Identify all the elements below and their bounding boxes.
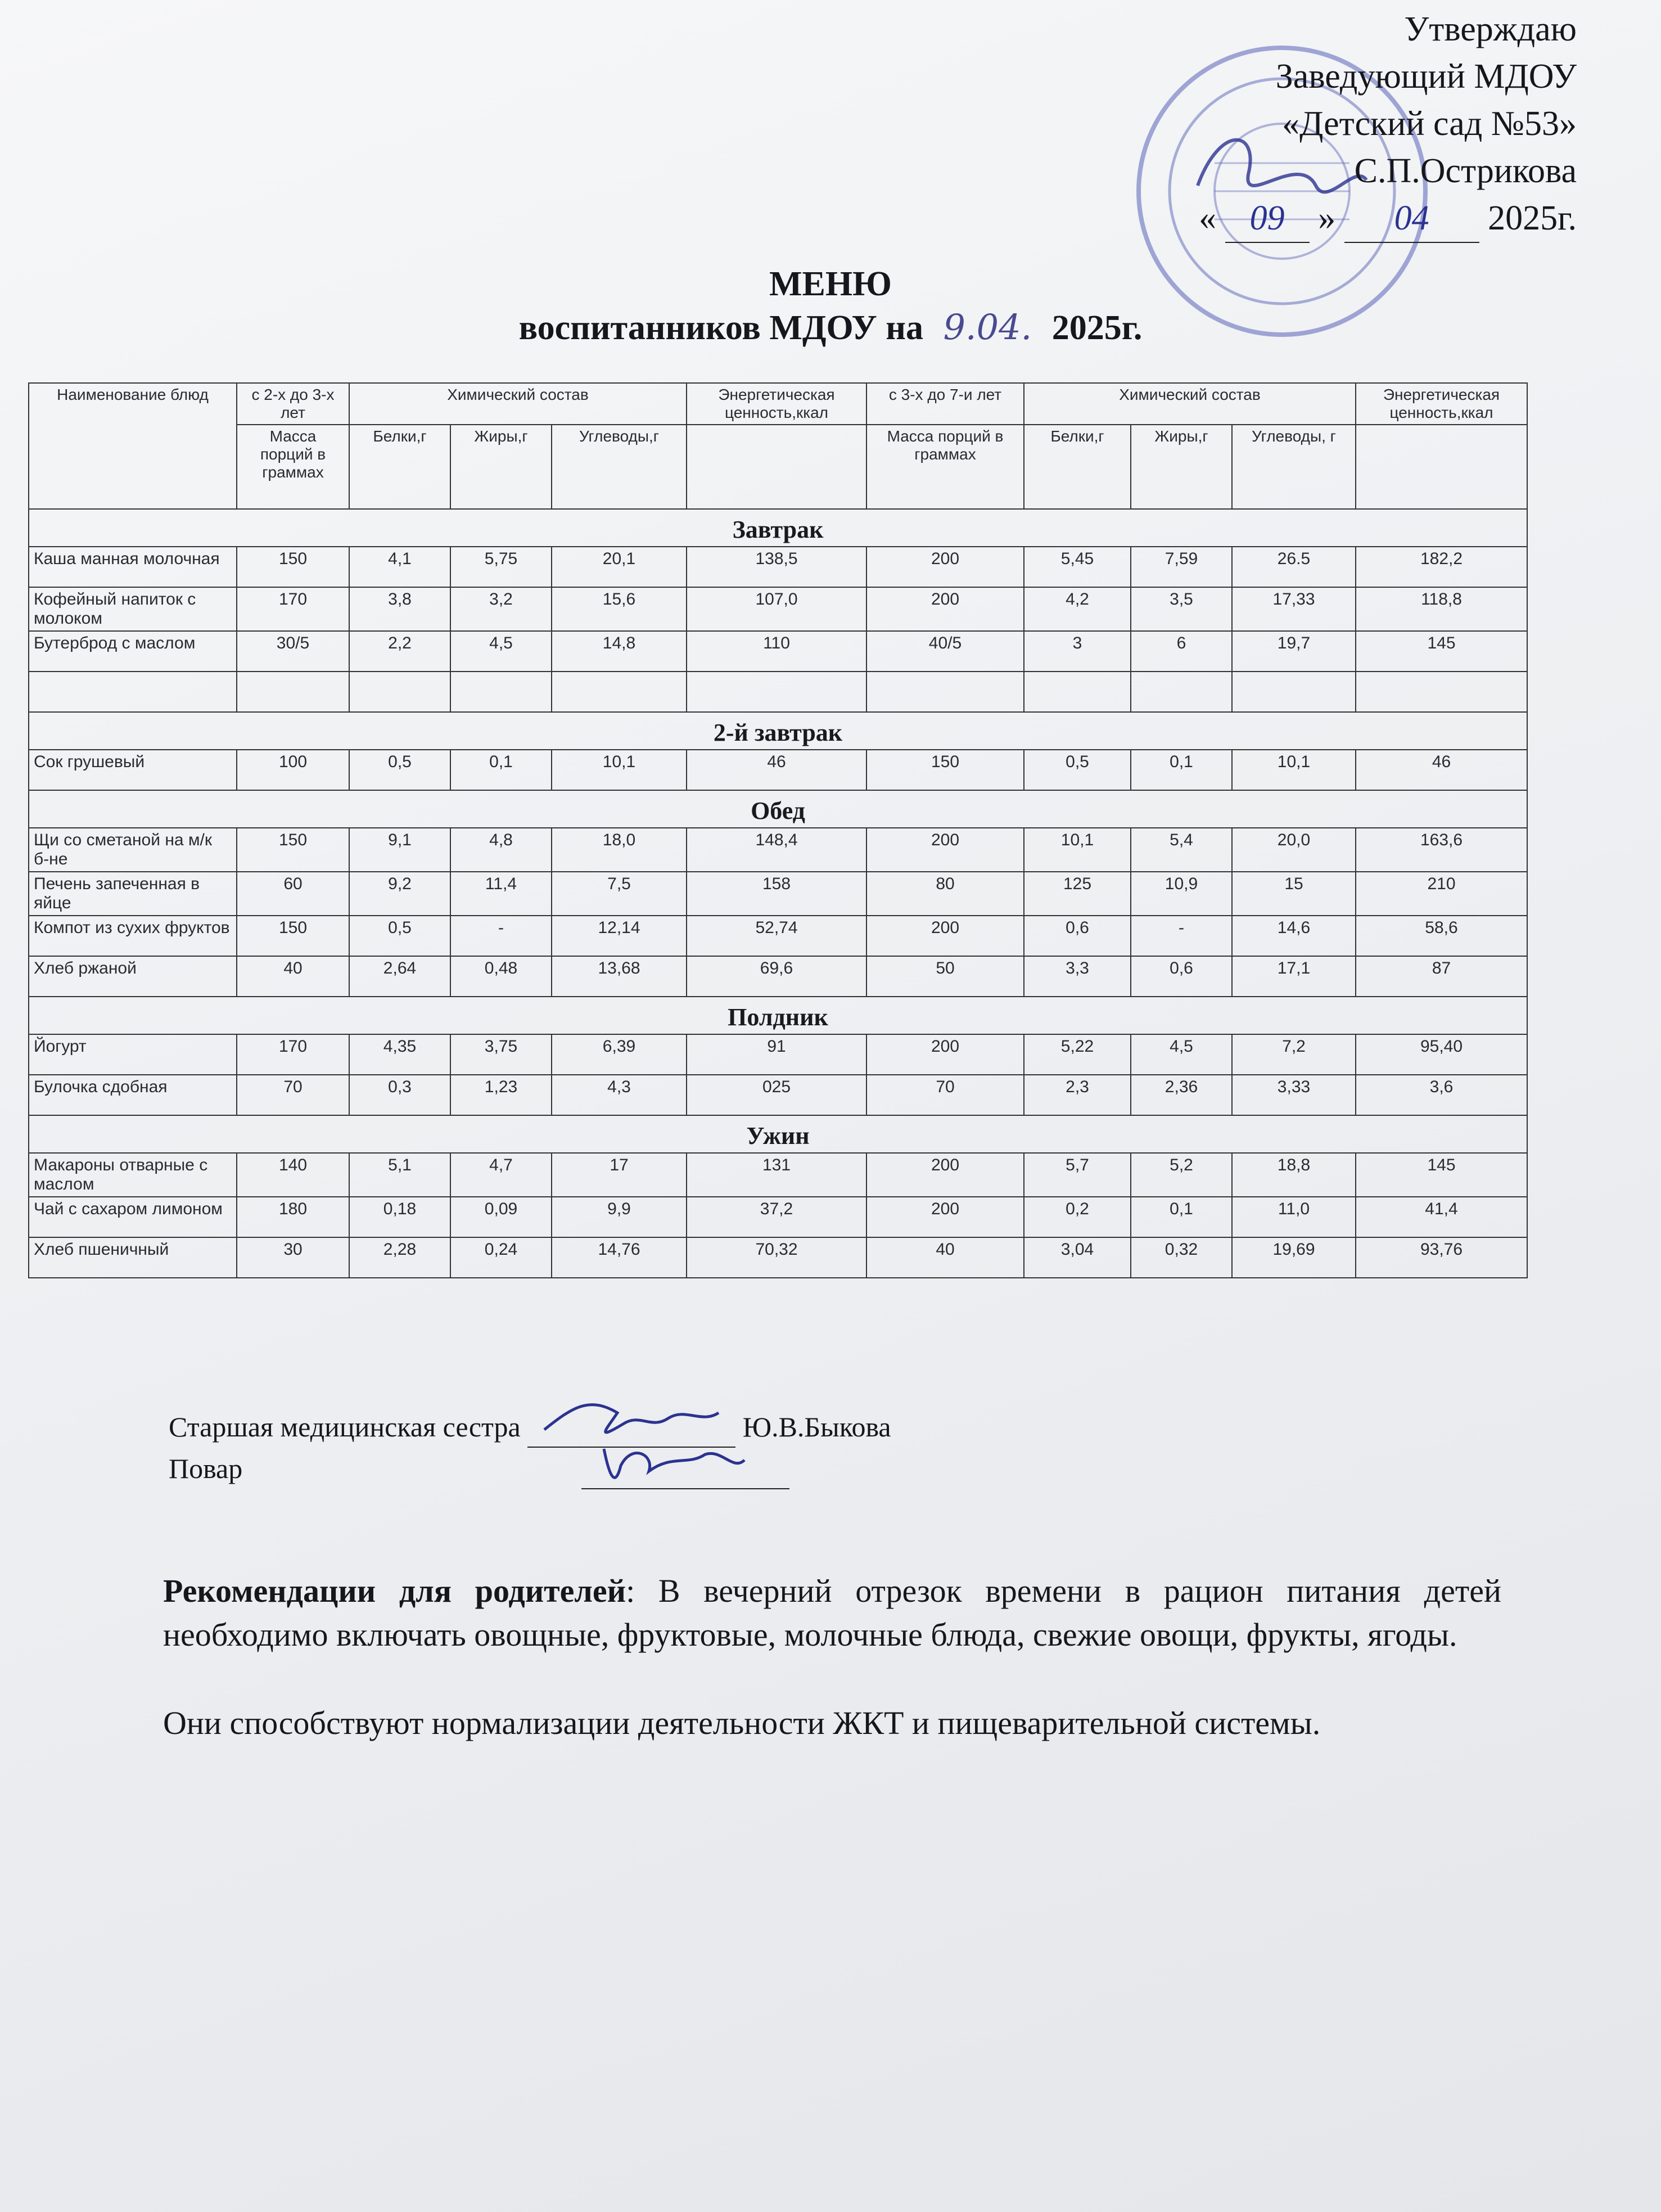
value-cell: - [1131,916,1232,956]
header-prot1: Белки,г [349,425,450,509]
value-cell: 20,1 [552,547,687,587]
value-cell: 0,6 [1024,916,1131,956]
section-title: 2-й завтрак [29,712,1527,750]
value-cell [237,672,349,712]
table-row [29,956,1527,997]
table-row [29,1075,1527,1115]
value-cell: 13,68 [552,956,687,997]
value-cell: 26.5 [1232,547,1356,587]
page-subtitle: воспитанников МДОУ на 9.04. 2025г. [518,307,1143,348]
header-fat2: Жиры,г [1131,425,1232,509]
header-carb2: Углеводы, г [1232,425,1356,509]
header-energy1-empty [687,425,866,509]
value-cell: 100 [237,750,349,790]
value-cell: 3,75 [450,1034,552,1075]
value-cell: 138,5 [687,547,866,587]
menu-table-body [29,509,1527,1278]
value-cell: 180 [237,1197,349,1237]
value-cell: 125 [1024,872,1131,916]
header-mass2: Масса порций в граммах [866,425,1024,509]
value-cell: 150 [237,916,349,956]
value-cell: 2,64 [349,956,450,997]
value-cell: 170 [237,587,349,631]
value-cell: 9,2 [349,872,450,916]
value-cell: 158 [687,872,866,916]
header-chem1: Химический состав [349,383,687,425]
value-cell: 10,1 [552,750,687,790]
value-cell: 19,69 [1232,1237,1356,1278]
value-cell [1356,672,1527,712]
value-cell: 50 [866,956,1024,997]
value-cell: 9,1 [349,828,450,872]
menu-table [28,382,1528,1278]
value-cell: 5,4 [1131,828,1232,872]
approval-date: « 09 » 04 2025г. [1183,195,1577,243]
header-age1: с 2-х до 3-х лет [237,383,349,425]
value-cell: 0,3 [349,1075,450,1115]
value-cell: 69,6 [687,956,866,997]
dish-name-cell: Чай с сахаром лимоном [29,1197,237,1237]
section-title: Завтрак [29,509,1527,547]
dish-name-cell: Хлеб ржаной [29,956,237,997]
value-cell: 182,2 [1356,547,1527,587]
value-cell [450,672,552,712]
value-cell [349,672,450,712]
value-cell: 17,33 [1232,587,1356,631]
value-cell: 40 [237,956,349,997]
dish-name-cell: Кофейный напиток с молоком [29,587,237,631]
value-cell: 4,5 [450,631,552,672]
nurse-name: Ю.В.Быкова [742,1411,891,1443]
value-cell: 4,5 [1131,1034,1232,1075]
value-cell: 145 [1356,1153,1527,1197]
value-cell: 95,40 [1356,1034,1527,1075]
value-cell: 5,1 [349,1153,450,1197]
value-cell: 0,48 [450,956,552,997]
value-cell: 52,74 [687,916,866,956]
value-cell: 41,4 [1356,1197,1527,1237]
recommendation-heading: Рекомендации для родителей [163,1573,626,1609]
section-header-row [29,1115,1527,1153]
cook-signature-row [169,1448,891,1489]
value-cell: 163,6 [1356,828,1527,872]
value-cell: - [450,916,552,956]
value-cell: 46 [687,750,866,790]
dish-name-cell: Каша манная молочная [29,547,237,587]
value-cell: 3,33 [1232,1075,1356,1115]
value-cell: 118,8 [1356,587,1527,631]
dish-name-cell: Йогурт [29,1034,237,1075]
value-cell: 4,1 [349,547,450,587]
table-row [29,1237,1527,1278]
table-row [29,828,1527,872]
value-cell: 17 [552,1153,687,1197]
value-cell: 70 [866,1075,1024,1115]
nurse-label: Старшая медицинская сестра [169,1411,521,1443]
value-cell: 9,9 [552,1197,687,1237]
value-cell: 131 [687,1153,866,1197]
table-row [29,1034,1527,1075]
value-cell [552,672,687,712]
value-cell: 6,39 [552,1034,687,1075]
approval-date-day: 09 [1225,195,1310,243]
header-energy2-empty [1356,425,1527,509]
value-cell: 10,1 [1232,750,1356,790]
table-row [29,672,1527,712]
value-cell: 91 [687,1034,866,1075]
cook-signature-line [581,1454,789,1489]
value-cell: 4,8 [450,828,552,872]
table-row [29,631,1527,672]
dish-name-cell: Макароны отварные с маслом [29,1153,237,1197]
header-carb1: Углеводы,г [552,425,687,509]
value-cell: 0,5 [349,750,450,790]
value-cell: 0,6 [1131,956,1232,997]
header-chem2: Химический состав [1024,383,1356,425]
value-cell: 2,36 [1131,1075,1232,1115]
value-cell: 15,6 [552,587,687,631]
value-cell: 3,2 [450,587,552,631]
value-cell: 0,09 [450,1197,552,1237]
value-cell: 150 [866,750,1024,790]
section-header-row [29,509,1527,547]
value-cell: 3,04 [1024,1237,1131,1278]
value-cell: 200 [866,1034,1024,1075]
dish-name-cell: Хлеб пшеничный [29,1237,237,1278]
value-cell: 1,23 [450,1075,552,1115]
value-cell: 19,7 [1232,631,1356,672]
value-cell: 148,4 [687,828,866,872]
value-cell: 80 [866,872,1024,916]
value-cell: 11,0 [1232,1197,1356,1237]
value-cell: 2,3 [1024,1075,1131,1115]
section-header-row [29,712,1527,750]
value-cell: 14,6 [1232,916,1356,956]
value-cell: 87 [1356,956,1527,997]
header-energy2: Энергетическая ценность,ккал [1356,383,1527,425]
recommendation-line2: Они способствуют нормализации деятельности ЖКТ и пищеварительной системы. [163,1705,1321,1741]
section-header-row [29,997,1527,1034]
value-cell: 5,45 [1024,547,1131,587]
value-cell: 40/5 [866,631,1024,672]
value-cell: 18,8 [1232,1153,1356,1197]
table-row [29,750,1527,790]
value-cell: 200 [866,547,1024,587]
value-cell [1024,672,1131,712]
value-cell: 14,76 [552,1237,687,1278]
value-cell: 40 [866,1237,1024,1278]
value-cell: 3 [1024,631,1131,672]
dish-name-cell: Булочка сдобная [29,1075,237,1115]
signatures-block [169,1406,891,1489]
cook-label: Повар [169,1453,243,1484]
value-cell: 200 [866,1197,1024,1237]
value-cell: 4,35 [349,1034,450,1075]
value-cell: 0,1 [450,750,552,790]
approval-line3: «Детский сад №53» [1282,105,1577,143]
value-cell: 150 [237,828,349,872]
value-cell [866,672,1024,712]
dish-name-cell: Сок грушевый [29,750,237,790]
value-cell: 145 [1356,631,1527,672]
value-cell: 0,5 [349,916,450,956]
handwritten-date: 9.04. [943,307,1032,348]
value-cell [687,672,866,712]
value-cell: 2,28 [349,1237,450,1278]
value-cell: 93,76 [1356,1237,1527,1278]
value-cell: 025 [687,1075,866,1115]
nurse-signature-row [169,1406,891,1448]
value-cell: 107,0 [687,587,866,631]
value-cell: 4,3 [552,1075,687,1115]
value-cell: 14,8 [552,631,687,672]
value-cell: 110 [687,631,866,672]
table-row [29,872,1527,916]
value-cell: 5,7 [1024,1153,1131,1197]
recommendation-paragraph [163,1569,1501,1657]
value-cell: 200 [866,916,1024,956]
value-cell: 0,1 [1131,750,1232,790]
value-cell: 4,2 [1024,587,1131,631]
value-cell: 17,1 [1232,956,1356,997]
approval-date-year: 2025г. [1488,199,1577,237]
value-cell: 5,75 [450,547,552,587]
value-cell: 20,0 [1232,828,1356,872]
value-cell: 7,5 [552,872,687,916]
value-cell: 4,7 [450,1153,552,1197]
header-name: Наименование блюд [29,383,237,509]
value-cell: 170 [237,1034,349,1075]
dish-name-cell: Компот из сухих фруктов [29,916,237,956]
header-energy1: Энергетическая ценность,ккал [687,383,866,425]
value-cell: 6 [1131,631,1232,672]
value-cell: 200 [866,828,1024,872]
header-fat1: Жиры,г [450,425,552,509]
value-cell: 150 [237,547,349,587]
value-cell: 0,24 [450,1237,552,1278]
value-cell: 10,1 [1024,828,1131,872]
value-cell: 0,18 [349,1197,450,1237]
value-cell: 200 [866,1153,1024,1197]
table-row [29,547,1527,587]
recommendation-text: : В вечерний отрезок времени в рацион питания детей необходимо включать овощные, фруктовые, молочные блюда, свежие овощи, фрукты, ягоды. [163,1573,1501,1653]
section-header-row [29,790,1527,828]
cook-signature [593,1432,778,1494]
approval-line4: С.П.Острикова [1354,152,1577,190]
value-cell: 15 [1232,872,1356,916]
table-row [29,916,1527,956]
value-cell: 11,4 [450,872,552,916]
value-cell: 70 [237,1075,349,1115]
value-cell: 30/5 [237,631,349,672]
value-cell: 3,5 [1131,587,1232,631]
table-row [29,587,1527,631]
value-cell: 46 [1356,750,1527,790]
value-cell: 30 [237,1237,349,1278]
value-cell: 210 [1356,872,1527,916]
dish-name-cell [29,672,237,712]
section-title: Обед [29,790,1527,828]
value-cell: 7,59 [1131,547,1232,587]
header-age2: с 3-х до 7-и лет [866,383,1024,425]
table-row [29,1153,1527,1197]
menu-table-header [29,383,1527,509]
dish-name-cell: Печень запеченная в яйце [29,872,237,916]
value-cell: 0,5 [1024,750,1131,790]
value-cell: 3,6 [1356,1075,1527,1115]
section-title: Полдник [29,997,1527,1034]
value-cell: 2,2 [349,631,450,672]
header-mass1: Масса порций в граммах [237,425,349,509]
value-cell: 58,6 [1356,916,1527,956]
section-title: Ужин [29,1115,1527,1153]
approval-block [1183,6,1577,243]
value-cell: 5,2 [1131,1153,1232,1197]
page-title: МЕНЮ [769,265,892,303]
value-cell: 37,2 [687,1197,866,1237]
value-cell: 0,2 [1024,1197,1131,1237]
value-cell: 60 [237,872,349,916]
value-cell: 7,2 [1232,1034,1356,1075]
value-cell: 0,1 [1131,1197,1232,1237]
approval-date-month: 04 [1344,195,1479,243]
value-cell: 3,3 [1024,956,1131,997]
value-cell: 0,32 [1131,1237,1232,1278]
approval-line2: Заведующий МДОУ [1275,57,1577,96]
value-cell: 140 [237,1153,349,1197]
value-cell: 70,32 [687,1237,866,1278]
value-cell: 5,22 [1024,1034,1131,1075]
value-cell: 3,8 [349,587,450,631]
value-cell: 12,14 [552,916,687,956]
value-cell [1232,672,1356,712]
table-row [29,1197,1527,1237]
dish-name-cell: Бутерброд с маслом [29,631,237,672]
value-cell: 18,0 [552,828,687,872]
value-cell: 200 [866,587,1024,631]
header-prot2: Белки,г [1024,425,1131,509]
value-cell: 10,9 [1131,872,1232,916]
value-cell [1131,672,1232,712]
dish-name-cell: Щи со сметаной на м/к б-не [29,828,237,872]
approval-line1: Утверждаю [1404,10,1577,48]
